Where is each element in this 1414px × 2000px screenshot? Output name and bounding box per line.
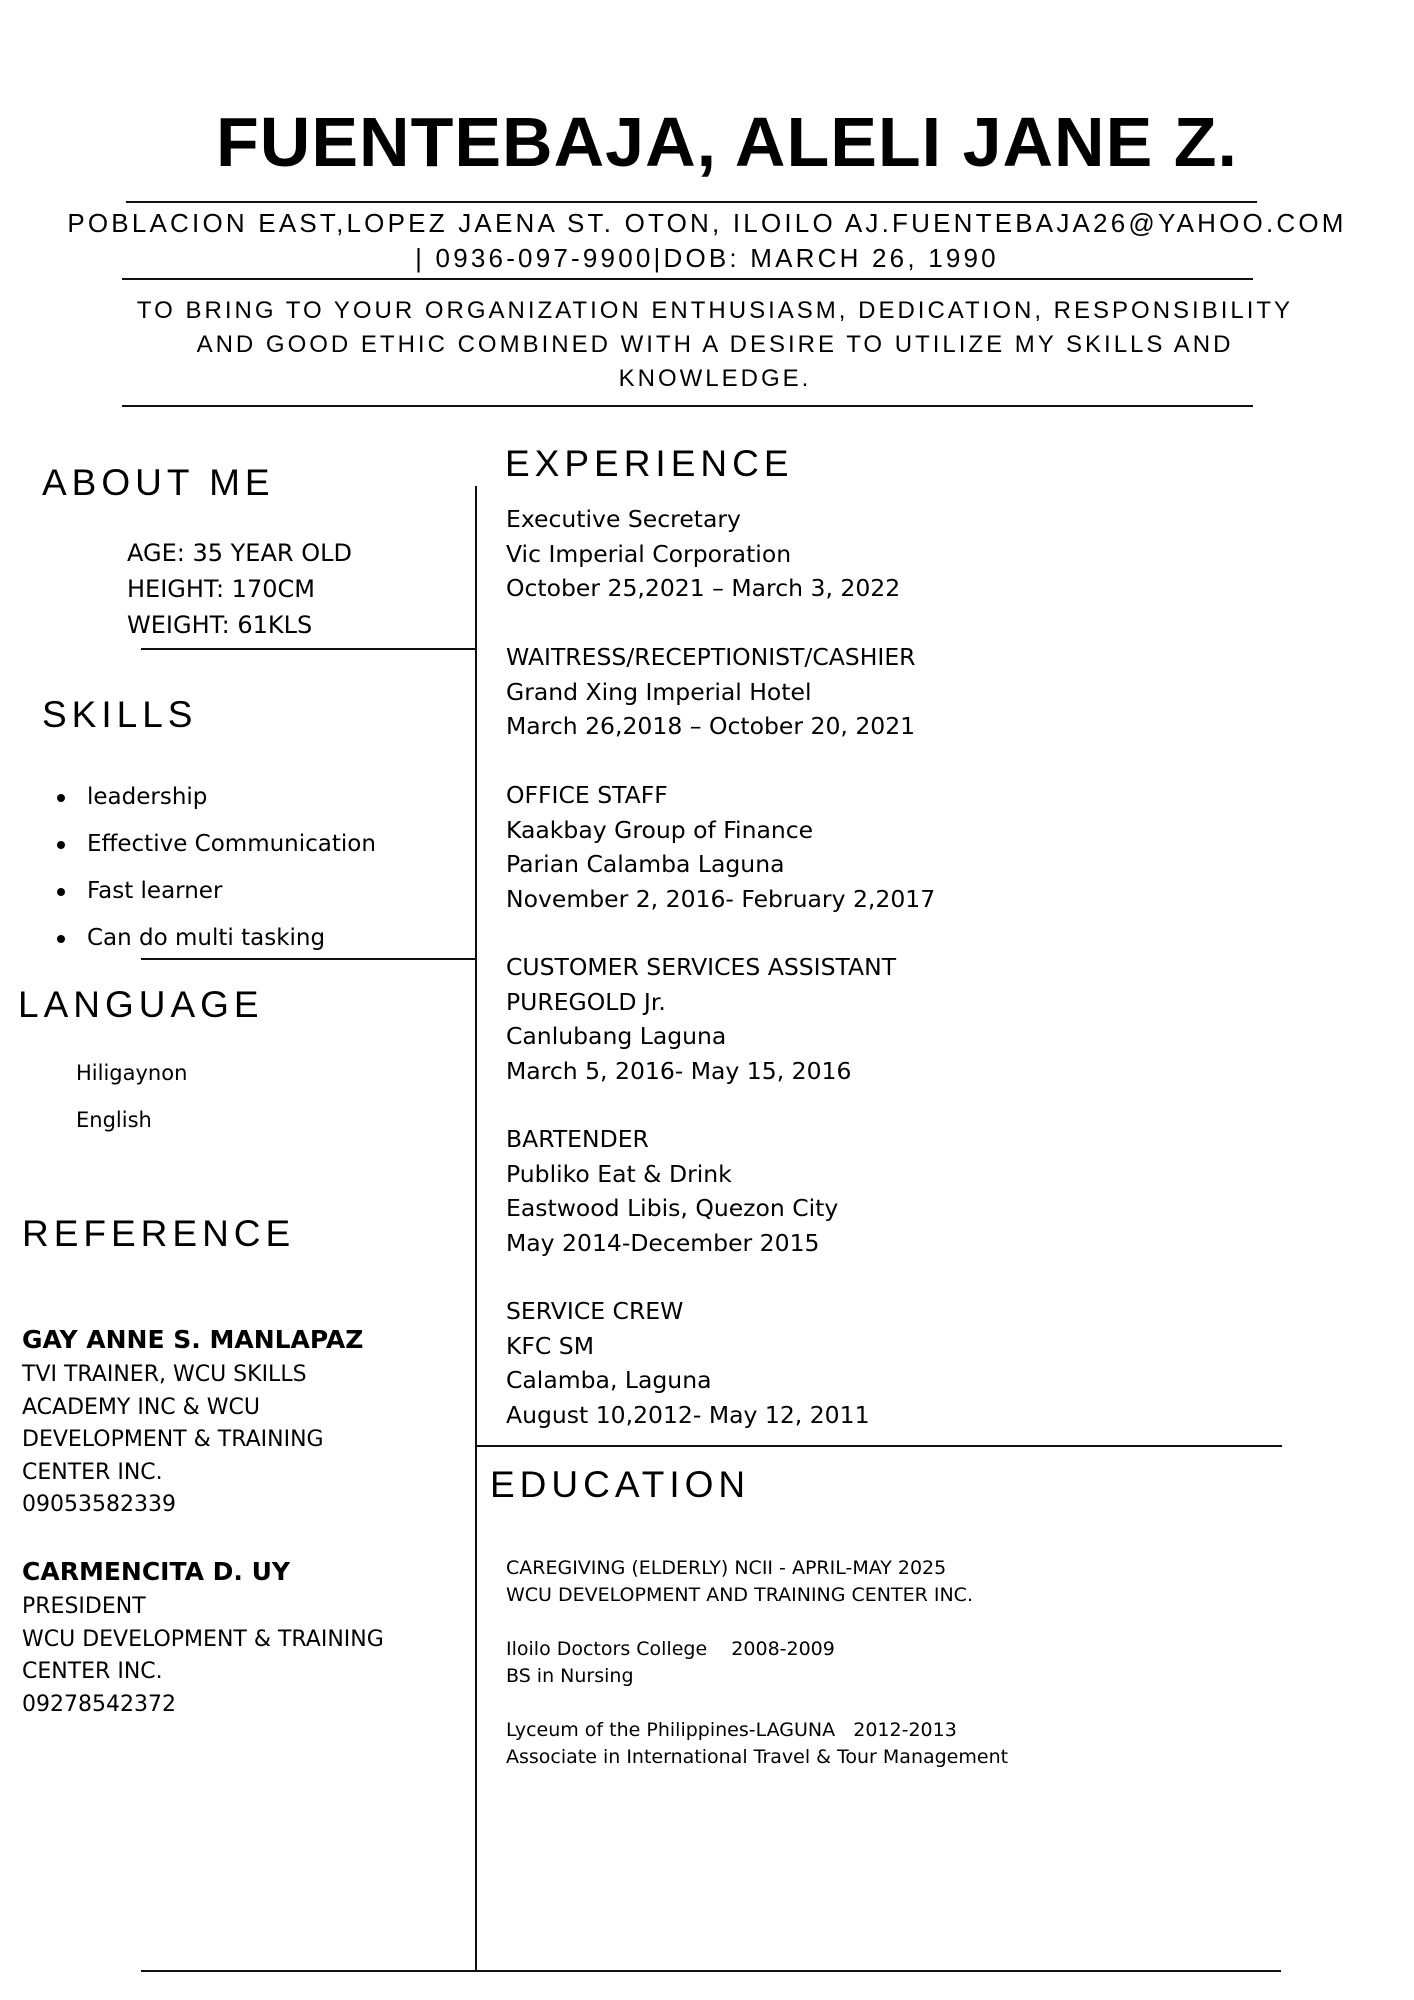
about-me-heading: ABOUT ME [42, 462, 275, 503]
job-location: Canlubang Laguna [506, 1022, 727, 1050]
reference-detail: CENTER INC. [22, 1459, 163, 1485]
bullet-icon [57, 841, 65, 849]
job-title: OFFICE STAFF [506, 781, 668, 809]
job-dates: October 25,2021 – March 3, 2022 [506, 574, 901, 602]
job-dates: November 2, 2016- February 2,2017 [506, 884, 936, 913]
education-school: Lyceum of the Philippines-LAGUNA 2012-2013 [506, 1719, 957, 1741]
contact-info [40, 206, 1374, 276]
reference-detail: WCU DEVELOPMENT & TRAINING [22, 1626, 384, 1652]
job-title: CUSTOMER SERVICES ASSISTANT [506, 953, 897, 981]
header-divider-bottom [122, 405, 1253, 407]
job-company: Publiko Eat & Drink [506, 1159, 732, 1188]
job-title: BARTENDER [506, 1125, 649, 1153]
reference-entry [22, 1553, 384, 1721]
skill-item: Effective Communication [55, 821, 376, 868]
experience-divider [476, 1445, 1282, 1447]
experience-job [506, 778, 935, 916]
job-location: Parian Calamba Laguna [506, 850, 785, 878]
reference-name: CARMENCITA D. UY [22, 1557, 290, 1586]
reference-phone: 09278542372 [22, 1691, 176, 1717]
education-heading: EDUCATION [490, 1464, 751, 1505]
job-dates: May 2014-December 2015 [506, 1228, 820, 1257]
about-height: HEIGHT: 170CM [127, 575, 315, 603]
bullet-icon [57, 935, 65, 943]
education-entry [506, 1636, 835, 1690]
bullet-icon [57, 888, 65, 896]
job-location: Calamba, Laguna [506, 1366, 712, 1394]
reference-entry [22, 1321, 363, 1522]
education-degree: Associate in International Travel & Tour Management [506, 1746, 1009, 1768]
job-dates: March 26,2018 – October 20, 2021 [506, 712, 916, 740]
experience-job [506, 640, 916, 744]
about-me-list [127, 535, 352, 643]
skills-heading: SKILLS [42, 694, 198, 735]
contact-line-address-email: POBLACION EAST,LOPEZ JAENA ST. OTON, ILOILO AJ.FUENTEBAJA26@YAHOO.COM [67, 208, 1347, 238]
header-divider-middle [122, 278, 1253, 280]
job-company: PUREGOLD Jr. [506, 987, 666, 1016]
reference-detail: CENTER INC. [22, 1659, 163, 1684]
experience-job [506, 502, 900, 606]
job-title: Executive Secretary [506, 505, 741, 533]
reference-detail: TVI TRAINER, WCU SKILLS [22, 1362, 307, 1387]
job-dates: August 10,2012- May 12, 2011 [506, 1400, 870, 1429]
job-title: WAITRESS/RECEPTIONIST/CASHIER [506, 643, 916, 671]
language-item: English [76, 1108, 152, 1132]
skill-item: Can do multi tasking [55, 915, 376, 962]
skills-divider [141, 958, 476, 960]
footer-divider [141, 1970, 1281, 1972]
reference-phone: 09053582339 [22, 1492, 176, 1517]
job-company: Kaakbay Group of Finance [506, 815, 814, 844]
education-school: WCU DEVELOPMENT AND TRAINING CENTER INC. [506, 1584, 973, 1606]
job-dates: March 5, 2016- May 15, 2016 [506, 1056, 852, 1085]
education-school: Iloilo Doctors College 2008-2009 [506, 1638, 835, 1660]
resume-name: FUENTEBAJA, ALELI JANE Z. [216, 103, 1238, 181]
header-divider-top [126, 201, 1257, 203]
experience-job [506, 950, 896, 1088]
job-company: KFC SM [506, 1331, 594, 1360]
job-company: Grand Xing Imperial Hotel [506, 677, 812, 706]
bullet-icon [57, 794, 65, 802]
job-location: Eastwood Libis, Quezon City [506, 1194, 839, 1222]
column-divider [475, 486, 477, 1972]
job-company: Vic Imperial Corporation [506, 539, 792, 568]
skills-list [55, 774, 376, 962]
experience-job [506, 1294, 870, 1432]
reference-heading: REFERENCE [22, 1213, 296, 1254]
language-heading: LANGUAGE [18, 984, 264, 1025]
experience-job [506, 1122, 838, 1260]
reference-detail: ACADEMY INC & WCU [22, 1394, 260, 1420]
reference-name: GAY ANNE S. MANLAPAZ [22, 1325, 364, 1354]
reference-detail: DEVELOPMENT & TRAINING [22, 1427, 324, 1452]
about-me-divider [141, 648, 476, 650]
skill-item: leadership [55, 774, 376, 821]
education-entry [506, 1717, 1008, 1771]
contact-line-phone-dob: | 0936-097-9900|DOB: MARCH 26, 1990 [415, 243, 999, 273]
language-item: Hiligaynon [76, 1061, 188, 1085]
education-degree: BS in Nursing [506, 1665, 634, 1687]
about-age: AGE: 35 YEAR OLD [127, 539, 352, 567]
language-list [76, 1050, 187, 1144]
skill-item: Fast learner [55, 868, 376, 915]
experience-heading: EXPERIENCE [505, 443, 794, 484]
education-entry [506, 1555, 973, 1609]
job-title: SERVICE CREW [506, 1297, 684, 1325]
reference-detail: PRESIDENT [22, 1594, 146, 1619]
education-title: CAREGIVING (ELDERLY) NCII - APRIL-MAY 2025 [506, 1557, 947, 1579]
about-weight: WEIGHT: 61KLS [127, 611, 313, 639]
objective-statement: TO BRING TO YOUR ORGANIZATION ENTHUSIASM, DEDICATION, RESPONSIBILITY AND GOOD ETHIC COMBINED WITH A DESIRE TO UTILIZE MY SKILLS AND KNOWLEDGE. [136, 297, 1294, 392]
